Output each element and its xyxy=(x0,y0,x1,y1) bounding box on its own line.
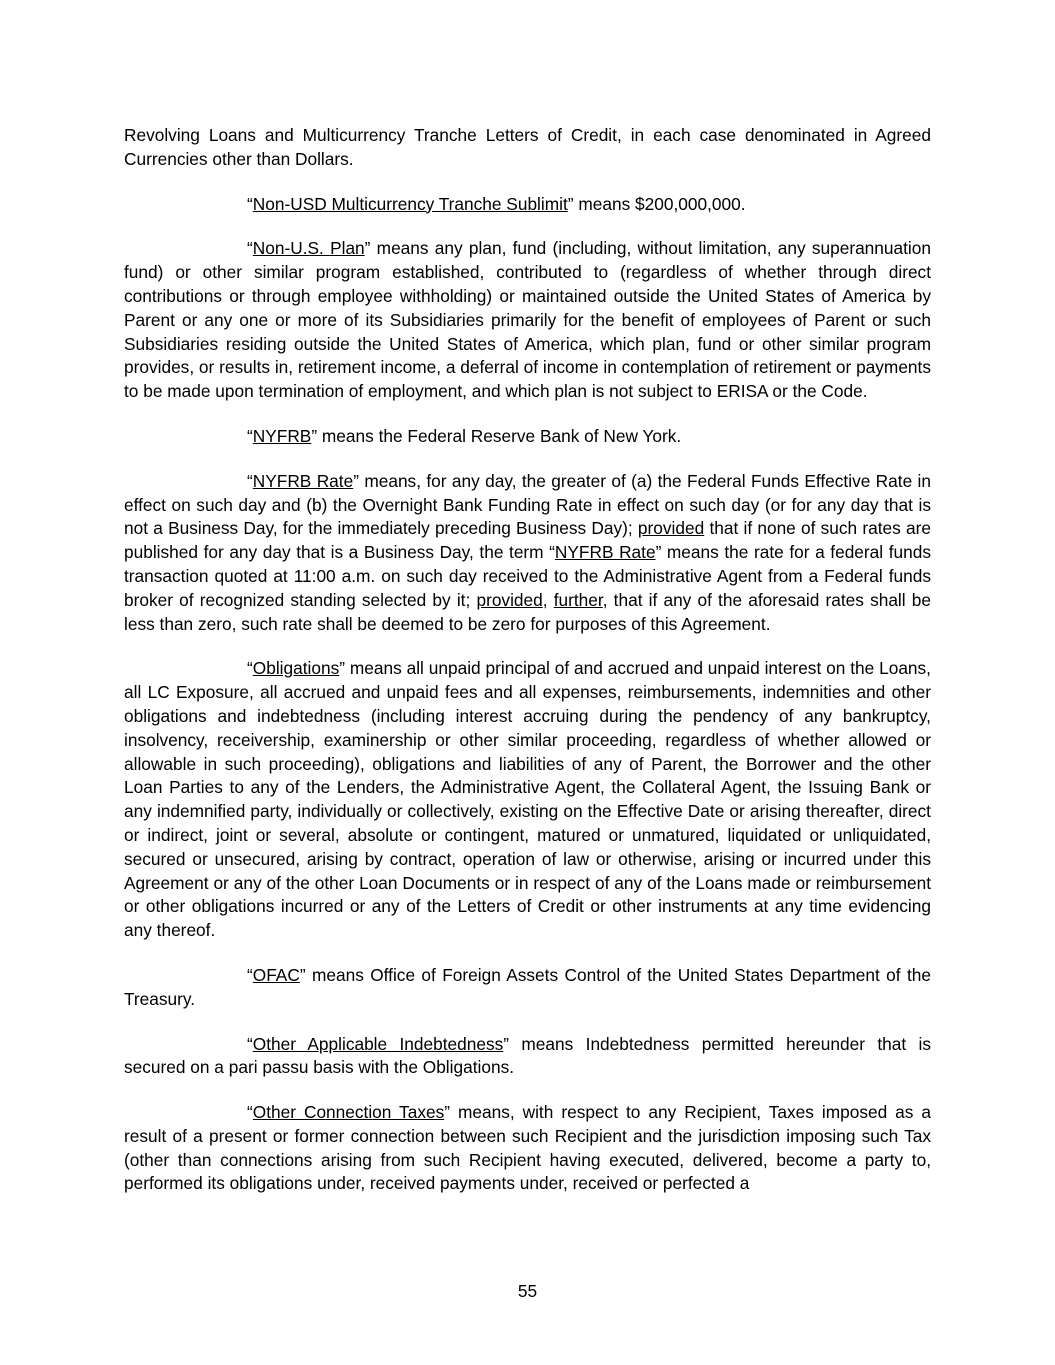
open-quote: “ xyxy=(247,964,253,985)
definition-other-applicable-indebtedness xyxy=(124,1033,931,1081)
definition-text: means, with respect to any Recipient, Taxes imposed as a result of a present or former connection between such Recipient and the jurisdiction imposing such Tax (other than connections arising from such Recipient having executed, delivered, become a party to, performed its obligations under, received payments under, received or perfected a xyxy=(124,1102,931,1194)
open-quote: “ xyxy=(247,238,253,259)
definition-text: means any plan, fund (including, without limitation, any superannuation fund) or other similar program established, contributed to (regardless of whether through direct contributions or through employee withholding) or maintained outside the United States of America by Parent or any one or more of its Subsidiaries primarily for the benefit of employees of Parent or such Subsidiaries residing outside the United States of America, which plan, fund or other similar program provides, or results in, retirement income, a deferral of income in contemplation of retirement or payments to be made upon termination of employment, and which plan is not subject to ERISA or the Code. xyxy=(124,238,931,402)
defined-term: OFAC xyxy=(252,964,300,985)
comma-separator: , xyxy=(542,589,554,610)
further-term: further xyxy=(553,589,603,610)
defined-term: NYFRB Rate xyxy=(554,542,656,563)
definition-obligations xyxy=(124,657,931,943)
definition-text: , that if any of the aforesaid rates shall be less than zero, such rate shall be deemed to be zero for purposes of this Agreement. xyxy=(124,589,931,634)
definition-nyfrb xyxy=(124,425,931,449)
defined-term: Obligations xyxy=(252,658,340,679)
definition-ofac xyxy=(124,964,931,1012)
definition-text: means all unpaid principal of and accrued and unpaid interest on the Loans, all LC Exposure, all accrued and unpaid fees and all expenses, reimbursements, indemnities and other obligations and indebtedness (including interest accruing during the pendency of any bankruptcy, insolvency, receivership, examinership or other similar proceeding, regardless of whether allowed or allowable in such proceeding), obligations and liabilities of any of Parent, the Borrower and the other Loan Parties to any of the Lenders, the Administrative Agent, the Collateral Agent, the Issuing Bank or any indemnified party, individually or collectively, existing on the Effective Date or arising thereafter, direct or indirect, joint or several, absolute or contingent, matured or unmatured, liquidated or unliquidated, secured or unsecured, arising by contract, operation of law or otherwise, arising or incurred under this Agreement or any of the other Loan Documents or in respect of any of the Loans made or reimbursement or other obligations incurred or any of the Letters of Credit or other instruments at any time evidencing any thereof. xyxy=(124,658,931,941)
close-quote: ” xyxy=(444,1102,450,1123)
definition-text: means Office of Foreign Assets Control of the United States Department of the Treasury. xyxy=(124,964,931,1009)
defined-term: Non-U.S. Plan xyxy=(252,238,365,259)
paragraph-continuation xyxy=(124,124,931,172)
defined-term: NYFRB xyxy=(252,425,312,446)
open-quote: “ xyxy=(247,425,253,446)
defined-term: Other Connection Taxes xyxy=(252,1102,445,1123)
document-page xyxy=(124,124,931,1217)
open-quote: “ xyxy=(247,1033,253,1054)
page-number: 55 xyxy=(517,1281,538,1301)
paragraph-text: Revolving Loans and Multicurrency Tranche Letters of Credit, in each case denominated in Agreed Currencies other than Dollars. xyxy=(124,125,931,169)
definition-non-usd-multicurrency-tranche-sublimit xyxy=(124,193,931,217)
close-quote: ” xyxy=(339,658,345,679)
definition-non-us-plan xyxy=(124,237,931,404)
open-quote: “ xyxy=(247,658,253,679)
definition-text: means, for any day, the greater of (a) the Federal Funds Effective Rate in effect on such day and (b) the Overnight Bank Funding Rate in effect on such day (or for any day that is not a Business Day, for the immediately preceding Business Day); xyxy=(124,470,932,539)
defined-term: NYFRB Rate xyxy=(252,470,354,491)
definition-text: that if none of such rates are published for any day that is a Business Day, the term “ xyxy=(124,518,931,563)
definition-text: means the Federal Reserve Bank of New York. xyxy=(317,425,682,446)
open-quote: “ xyxy=(247,1102,253,1123)
defined-term: Non-USD Multicurrency Tranche Sublimit xyxy=(252,193,568,214)
close-quote: ” xyxy=(353,470,359,491)
open-quote: “ xyxy=(247,193,253,214)
open-quote: “ xyxy=(247,470,253,491)
close-quote: ” xyxy=(503,1033,510,1054)
close-quote: ” xyxy=(311,425,318,446)
definition-text: means $200,000,000. xyxy=(573,193,746,214)
close-quote: ” xyxy=(299,964,306,985)
definition-text: ” means the rate for a federal funds transaction quoted at 11:00 a.m. on such day received to the Administrative Agent from a Federal funds broker of recognized standing selected by it; xyxy=(124,542,931,610)
definition-text: means Indebtedness permitted hereunder that is secured on a pari passu basis with the Obligations. xyxy=(124,1033,931,1078)
definition-other-connection-taxes xyxy=(124,1101,931,1196)
definition-nyfrb-rate xyxy=(124,470,931,637)
close-quote: ” xyxy=(364,238,371,259)
close-quote: ” xyxy=(567,193,574,214)
provided-term: provided xyxy=(476,589,543,610)
provided-term: provided xyxy=(637,518,705,539)
defined-term: Other Applicable Indebtedness xyxy=(252,1033,504,1054)
